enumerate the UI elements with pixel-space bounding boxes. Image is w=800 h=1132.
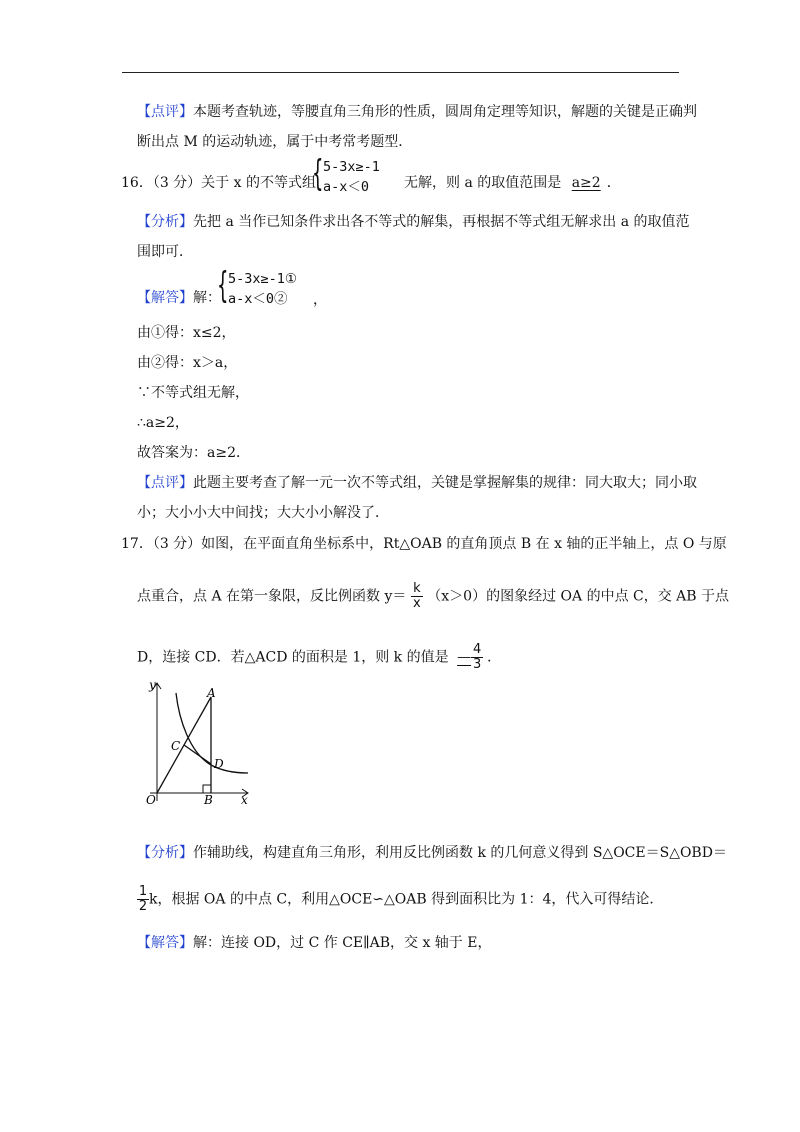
label-x: x [241, 793, 248, 807]
sol16-ineq-2: a-x＜0② [228, 291, 288, 307]
q17-analysis-line-1 [137, 842, 727, 862]
solution-tag: 【解答】 [137, 290, 193, 306]
solution-text: 解：连接 OD，过 C 作 CE∥AB，交 x 轴于 E， [193, 935, 492, 951]
sol16-step-5: 故答案为：a≥2． [137, 445, 250, 461]
analysis-tag: 【分析】 [137, 845, 193, 861]
label-o: O [146, 793, 156, 807]
analysis-tag: 【分析】 [137, 214, 193, 230]
sol16-ineq-1: 5-3x≥-1① [228, 271, 297, 287]
q16-head: 16．（3 分）关于 x 的不等式组 [121, 175, 316, 191]
q17-analysis-line-2 [137, 885, 663, 914]
sol16-comma: ， [313, 292, 327, 308]
q16-comment-line-2: 小；大小小大中间找；大大小小解没了． [137, 505, 389, 521]
solution-pre: 解： [193, 290, 221, 306]
comment-tag: 【点评】 [137, 104, 193, 120]
hyperbola-curve [176, 693, 248, 773]
solution-tag: 【解答】 [137, 935, 193, 951]
sol16-step-2: 由②得：x＞a， [137, 355, 238, 371]
brace-icon: { [217, 265, 229, 306]
comment-text: 本题考查轨迹，等腰直角三角形的性质，圆周角定理等知识，解题的关键是正确判 [193, 104, 697, 120]
q16-period: ． [606, 175, 621, 191]
label-d: D [214, 757, 224, 771]
analysis-text: 作辅助线，构建直角三角形，利用反比例函数 k 的几何意义得到 S△OCE＝S△OBD＝ [193, 845, 727, 861]
sol16-step-1: 由①得：x≤2， [137, 325, 236, 341]
q16-answer: a≥2 [571, 175, 601, 191]
q17-answer-fraction [471, 643, 483, 672]
q17-line-3 [137, 643, 501, 672]
frac-numerator: k [413, 581, 421, 596]
comment-text: 此题主要考查了解一元一次不等式组，关键是掌握解集的规律：同大取大；同小取 [193, 475, 697, 491]
q17-line-3b: ． [487, 649, 502, 666]
comment-line-1 [137, 101, 697, 121]
header-rule [122, 72, 679, 73]
brace-icon: { [312, 153, 324, 194]
q17-figure [140, 675, 260, 810]
q17-line-1: 17．（3 分）如图，在平面直角坐标系中，Rt△OAB 的直角顶点 B 在 x 轴的正半轴上，点 O 与原 [121, 536, 727, 552]
label-c: C [171, 739, 181, 753]
analysis-text: 先把 a 当作已知条件求出各不等式的解集，再根据不等式组无解求出 a 的取值范 [193, 214, 690, 230]
answer-numerator: 4 [472, 642, 482, 657]
segment-cd [184, 745, 211, 764]
q16-ineq-2: a-x＜0 [323, 179, 370, 195]
q17-line-2a: 点重合，点 A 在第一象限，反比例函数 y＝ [137, 588, 407, 605]
q16-analysis-line-1 [137, 211, 690, 231]
right-angle-mark [203, 785, 211, 793]
sol16-step-3: ∵不等式组无解， [137, 385, 249, 401]
sol16-step-4: ∴a≥2， [137, 415, 189, 431]
half-numerator: 1 [138, 884, 148, 899]
q17-answer: — $\frac{4}{3}$ [457, 642, 482, 672]
label-a: A [207, 686, 216, 700]
q16-tail-text: 无解，则 a 的取值范围是 [404, 175, 562, 191]
q16-tail [404, 172, 621, 192]
half-fraction [137, 885, 149, 914]
q17-line-2 [137, 582, 729, 611]
q16-solution-system [217, 265, 327, 310]
comment-line-2: 断出点 M 的运动轨迹，属于中考常考题型． [137, 134, 413, 150]
q17-fraction [411, 582, 423, 611]
q16-solution-head [137, 287, 221, 307]
q16-system [312, 153, 402, 198]
label-y: y [149, 678, 156, 692]
q16-analysis-line-2: 围即可． [137, 244, 193, 260]
q16-ineq-1: 5-3x≥-1 [323, 159, 380, 175]
analysis-text-2: k，根据 OA 的中点 C，利用△OCE∽△OAB 得到面积比为 1：4，代入可得结论． [149, 891, 664, 908]
frac-denominator: x [412, 596, 421, 611]
q17-line-2b: （x＞0）的图象经过 OA 的中点 C，交 AB 于点 [427, 588, 730, 605]
q17-solution-line-1 [137, 932, 491, 952]
answer-denominator: 3 [472, 657, 482, 672]
label-b: B [204, 793, 213, 807]
comment-tag: 【点评】 [137, 475, 193, 491]
q16-comment-line-1 [137, 472, 697, 492]
q17-line-3a: D，连接 CD．若△ACD 的面积是 1，则 k 的值是 [137, 649, 449, 666]
half-denominator: 2 [138, 899, 148, 914]
